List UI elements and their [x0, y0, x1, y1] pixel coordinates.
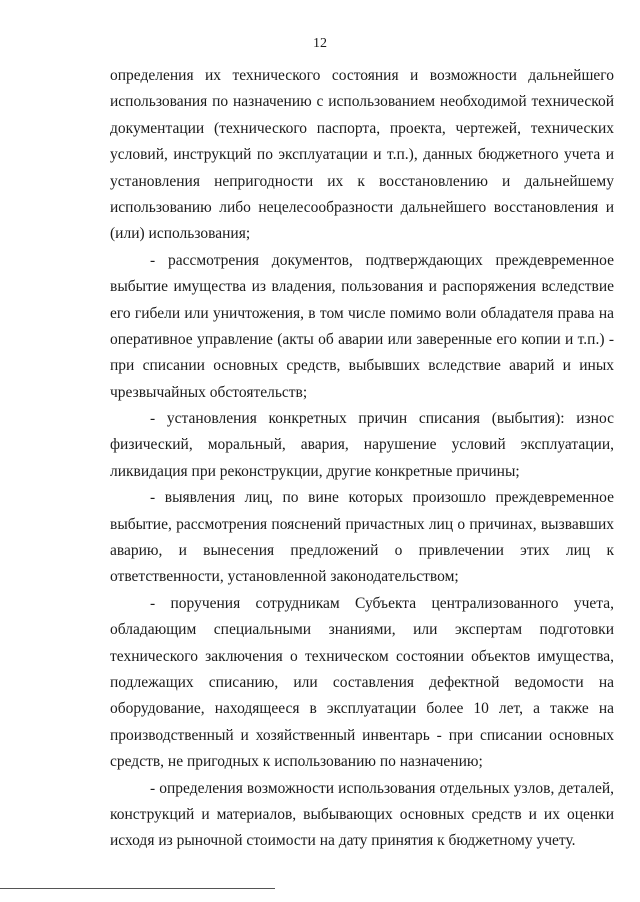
text-line: обладающим специальными знаниями, или экспертам подготовки [110, 621, 614, 639]
text-line: технического заключения о техническом состоянии объектов имущества, [110, 647, 614, 665]
text-line: чрезвычайных обстоятельств; [110, 383, 308, 401]
text-line: выбытие, рассмотрения пояснений причастных лиц о причинах, вызвавших [110, 515, 614, 533]
text-line: производственный и хозяйственный инвентарь - при списании основных [110, 726, 614, 744]
text-line: подлежащих списанию, или составления дефектной ведомости на [110, 673, 614, 691]
text-line: при списании основных средств, выбывших вследствие аварий и иных [110, 357, 614, 375]
text-line: выбытие имущества из владения, пользования и распоряжения вследствие [110, 278, 614, 296]
text-line: (или) использования; [110, 225, 251, 243]
text-line: средств, не пригодных к использованию по назначению; [110, 753, 483, 771]
text-line: ответственности, установленной законодательством; [110, 568, 459, 586]
text-line: - выявления лиц, по вине которых произошло преждевременное [150, 489, 614, 507]
document-body [110, 63, 614, 855]
text-line: - рассмотрения документов, подтверждающих преждевременное [150, 251, 614, 269]
text-line: документации (технического паспорта, проекта, чертежей, технических [110, 119, 614, 137]
text-line: физический, моральный, авария, нарушение условий эксплуатации, [110, 436, 614, 454]
text-line: оборудование, находящееся в эксплуатации более 10 лет, а также на [110, 700, 614, 718]
text-line: использования по назначению с использованием необходимой технической [110, 93, 614, 111]
text-line: аварию, и вынесения предложений о привлечении этих лиц к [110, 542, 614, 560]
text-line: условий, инструкций по эксплуатации и т.п.), данных бюджетного учета и [110, 146, 614, 164]
bottom-divider [0, 888, 275, 889]
page-number: 12 [313, 36, 327, 51]
text-line: - поручения сотрудникам Субъекта централизованного учета, [150, 594, 614, 612]
text-line: определения их технического состояния и возможности дальнейшего [110, 67, 614, 84]
text-line: использованию либо нецелесообразности дальнейшего восстановления и [110, 198, 614, 216]
text-line: - определения возможности использования отдельных узлов, деталей, [150, 779, 614, 797]
text-line: оперативное управление (акты об аварии или заверенные его копии и т.п.) - [110, 330, 614, 348]
text-line: конструкций и материалов, выбывающих основных средств и их оценки [110, 805, 614, 823]
text-line: - установления конкретных причин списания (выбытия): износ [150, 410, 614, 428]
text-line: ликвидация при реконструкции, другие конкретные причины; [110, 462, 520, 480]
text-line: его гибели или уничтожения, в том числе помимо воли обладателя права на [110, 304, 614, 322]
text-line: исходя из рыночной стоимости на дату принятия к бюджетному учету. [110, 832, 576, 850]
text-line: установления непригодности их к восстановлению и дальнейшему [110, 172, 614, 190]
